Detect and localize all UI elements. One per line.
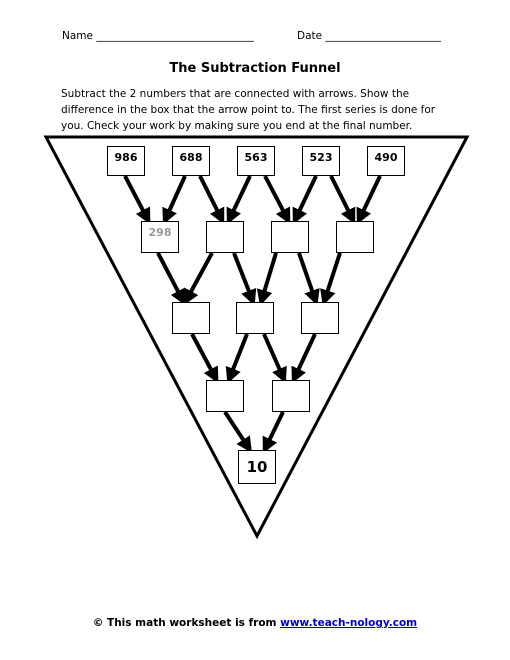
funnel-box-r1-4: 523: [302, 146, 340, 176]
funnel-box-r2-3[interactable]: [271, 221, 309, 253]
connector-arrow-8: [360, 176, 380, 218]
connector-arrow-9: [158, 253, 182, 299]
connector-arrow-6: [296, 176, 316, 218]
funnel-box-r4-1[interactable]: [206, 380, 244, 412]
connector-arrow-10: [187, 253, 212, 299]
date-field-label: Date ______________________: [297, 30, 441, 42]
connector-arrow-1: [125, 176, 147, 218]
name-field-label: Name ______________________________: [62, 30, 254, 42]
funnel-box-r1-1: 986: [107, 146, 145, 176]
connector-arrow-2: [166, 176, 185, 218]
connector-arrow-13: [299, 253, 315, 299]
connector-arrow-16: [230, 334, 247, 377]
footer-credit: [0, 617, 510, 629]
funnel-box-r3-1[interactable]: [172, 302, 210, 334]
funnel-box-r1-5: 490: [367, 146, 405, 176]
connector-arrow-15: [192, 334, 215, 377]
connector-arrow-14: [325, 253, 340, 299]
connector-arrow-17: [264, 334, 283, 377]
connector-arrow-4: [230, 176, 250, 218]
connector-arrow-19: [225, 412, 248, 447]
connector-arrow-18: [295, 334, 315, 377]
funnel-box-r2-1[interactable]: 298: [141, 221, 179, 253]
connector-arrow-3: [200, 176, 221, 218]
connector-arrow-5: [265, 176, 287, 218]
funnel-box-r2-2[interactable]: [206, 221, 244, 253]
footer-link[interactable]: www.teach-nology.com: [280, 617, 418, 629]
funnel-box-r4-2[interactable]: [272, 380, 310, 412]
connector-arrow-11: [234, 253, 252, 299]
connector-arrow-12: [262, 253, 276, 299]
instructions-text: Subtract the 2 numbers that are connected with arrows. Show the difference in the box that the arrow point to. The first series is done for you. Check your work by making sure you end at the final number.: [61, 88, 436, 132]
funnel-box-r1-2: 688: [172, 146, 210, 176]
funnel-box-r3-3[interactable]: [301, 302, 339, 334]
funnel-box-r1-3: 563: [237, 146, 275, 176]
funnel-box-r3-2[interactable]: [236, 302, 274, 334]
footer-text: © This math worksheet is from: [92, 617, 281, 629]
connector-arrow-7: [331, 176, 352, 218]
worksheet-title: The Subtraction Funnel: [169, 61, 341, 76]
funnel-box-r2-4[interactable]: [336, 221, 374, 253]
connector-arrow-20: [266, 412, 283, 447]
funnel-box-final: 10: [238, 450, 276, 484]
